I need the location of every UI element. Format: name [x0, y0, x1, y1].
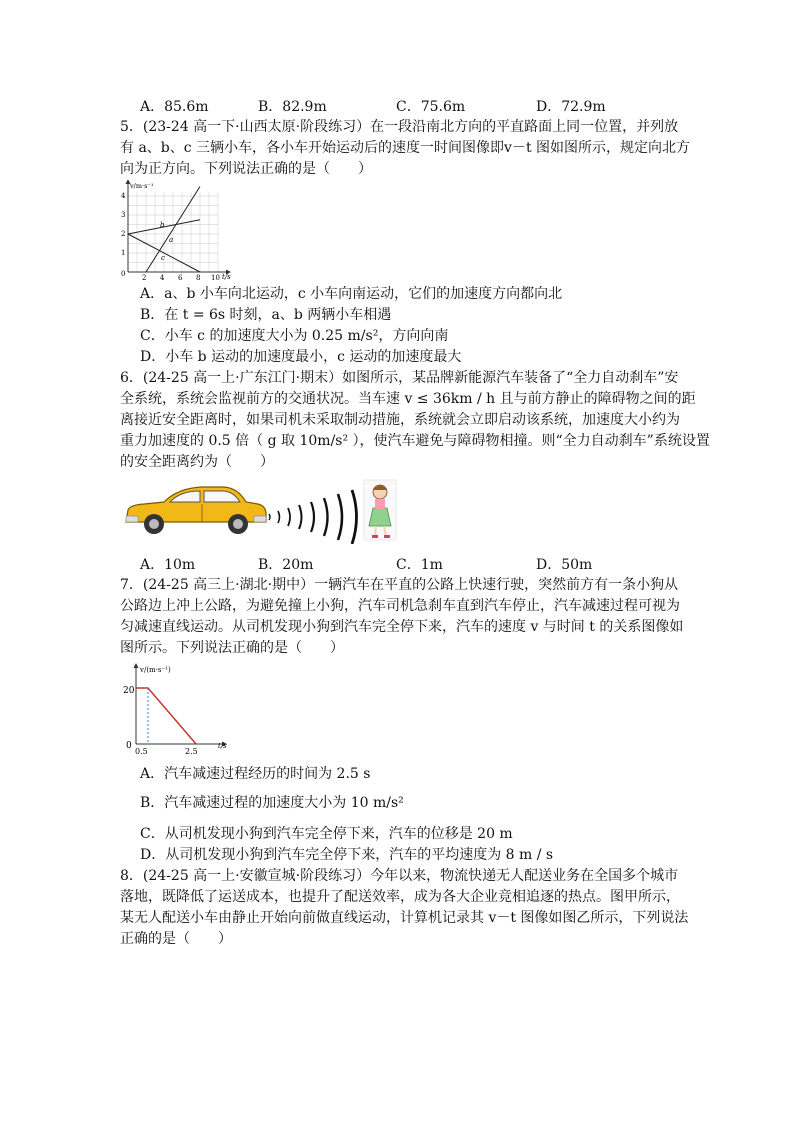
q6-option-d: D．50m — [536, 557, 593, 573]
q5-series-label-a: a — [169, 236, 174, 244]
q4-option-c: C．75.6m — [396, 99, 466, 115]
q8-stem-line-2: 落地，既降低了运送成本，也提升了配送效率，成为各大企业竞相追逐的热点。图甲所示， — [120, 889, 680, 905]
q5-vt-chart — [118, 180, 238, 286]
q5-ytick-3: 3 — [121, 211, 126, 219]
q7-stem-line-3: 匀减速直线运动。从司机发现小狗到汽车完全停下来，汽车的速度 v 与时间 t 的关系图像如 — [120, 619, 684, 635]
q5-stem-line-1: 5．(23-24 高一下·山西太原·阶段练习）在一段沿南北方向的平直路面上同一位置，并列放 — [120, 119, 679, 135]
q5-option-d: D．小车 b 运动的加速度最小，c 运动的加速度最大 — [140, 349, 462, 365]
q6-stem-line-1: 6．(24-25 高一上·广东江门·期末）如图所示，某品牌新能源汽车装备了“全力自动刹车”安 — [120, 370, 679, 386]
q5-ylabel: v/m·s⁻¹ — [130, 182, 154, 190]
q5-ytick-2: 2 — [121, 230, 126, 238]
q7-stem-line-4: 图所示。下列说法正确的是（ ） — [120, 640, 344, 656]
q5-chart-svg — [118, 180, 238, 282]
q5-ytick-1: 1 — [121, 249, 126, 257]
q7-option-d: D．从司机发现小狗到汽车完全停下来，汽车的平均速度为 8 m / s — [140, 847, 554, 863]
q5-stem-line-3: 向为正方向。下列说法正确的是（ ） — [120, 161, 372, 177]
q5-option-c: C．小车 c 的加速度大小为 0.25 m/s²，方向向南 — [140, 328, 449, 344]
q7-series-lines — [136, 688, 196, 744]
q7-stem-line-2: 公路边上冲上公路，为避免撞上小狗，汽车司机急刹车直到汽车停止，汽车减速过程可视为 — [120, 598, 680, 614]
q7-ylabel: v/(m·s⁻¹) — [140, 666, 171, 674]
q7-stem-line-1: 7．(24-25 高三上·湖北·期中）一辆汽车在平直的公路上快速行驶，突然前方有一条小狗从 — [120, 577, 679, 593]
q5-ytick-4: 4 — [121, 192, 126, 200]
q5-option-a: A．a、b 小车向北运动，c 小车向南运动，它们的加速度方向都向北 — [140, 286, 563, 302]
q5-xlabel: t/s — [222, 273, 231, 281]
q7-ytick-0: 0 — [126, 741, 132, 751]
q7-y-arrow — [134, 663, 139, 668]
q7-option-b: B．汽车减速过程的加速度大小为 10 m/s² — [140, 795, 404, 811]
q5-xtick-4: 4 — [160, 274, 165, 282]
q6-stem-line-3: 离接近安全距离时，如果司机未采取制动措施，系统就会立即启动该系统，加速度大小约为 — [120, 412, 680, 428]
q6-option-b: B．20m — [258, 557, 314, 573]
q5-option-b: B．在 t = 6s 时刻，a、b 两辆小车相遇 — [140, 307, 392, 323]
q5-series-label-c: c — [161, 254, 165, 262]
q5-grid — [128, 192, 218, 272]
q6-option-c: C．1m — [396, 557, 443, 573]
q4-option-d: D．72.9m — [536, 99, 606, 115]
q4-option-a: A．85.6m — [140, 99, 209, 115]
q6-option-a: A．10m — [140, 557, 196, 573]
q6-stem-line-4: 重力加速度的 0.5 倍（ g 取 10m/s² ），使汽车避免与障碍物相撞。则“全力自动刹车”系统设置 — [120, 433, 710, 449]
q7-vt-chart — [118, 660, 238, 760]
q6-options — [140, 554, 700, 574]
q5-stem-line-2: 有 a、b、c 三辆小车，各小车开始运动后的速度一时间图像即v－t 图如图所示，规定向北方 — [120, 140, 691, 156]
q4-option-b: B．82.9m — [258, 99, 327, 115]
q8-stem-line-3: 某无人配送小车由静止开始向前做直线运动，计算机记录其 v－t 图像如图乙所示，下列说法 — [120, 910, 689, 926]
q5-xtick-6: 6 — [178, 274, 183, 282]
q6-stem-line-5: 的安全距离约为（ ） — [120, 454, 274, 470]
car-icon — [126, 487, 266, 534]
q7-ytick-20: 20 — [123, 686, 135, 696]
q7-series-line — [136, 688, 196, 744]
q6-illustration-svg — [120, 478, 400, 544]
q5-xtick-0: 0 — [121, 270, 126, 278]
q5-series-label-b: b — [160, 221, 165, 229]
q7-xtick-0-5: 0.5 — [135, 747, 148, 756]
q7-xtick-2-5: 2.5 — [185, 747, 198, 756]
q6-car-illustration — [120, 478, 400, 548]
q4-options — [140, 96, 700, 116]
q8-stem-line-1: 8．(24-25 高一上·安徽宣城·阶段练习）今年以来，物流快递无人配送业务在全国多个城市 — [120, 868, 679, 884]
q8-stem-line-4: 正确的是（ ） — [120, 931, 232, 947]
q5-xtick-10: 10 — [211, 274, 220, 282]
q7-option-a: A．汽车减速过程经历的时间为 2.5 s — [140, 766, 371, 782]
q7-xlabel: t/s — [218, 742, 227, 750]
q7-option-c: C．从司机发现小狗到汽车完全停下来，汽车的位移是 20 m — [140, 826, 513, 842]
q7-chart-svg — [118, 660, 238, 756]
q6-stem-line-2: 全系统，系统会监视前方的交通状况。当车速 v ≤ 36km / h 且与前方静止的障碍物之间的距 — [120, 391, 696, 407]
q5-xtick-8: 8 — [196, 274, 201, 282]
girl-pedestrian-icon — [364, 480, 396, 540]
radar-waves-icon — [269, 490, 357, 544]
q5-xtick-2: 2 — [142, 274, 147, 282]
